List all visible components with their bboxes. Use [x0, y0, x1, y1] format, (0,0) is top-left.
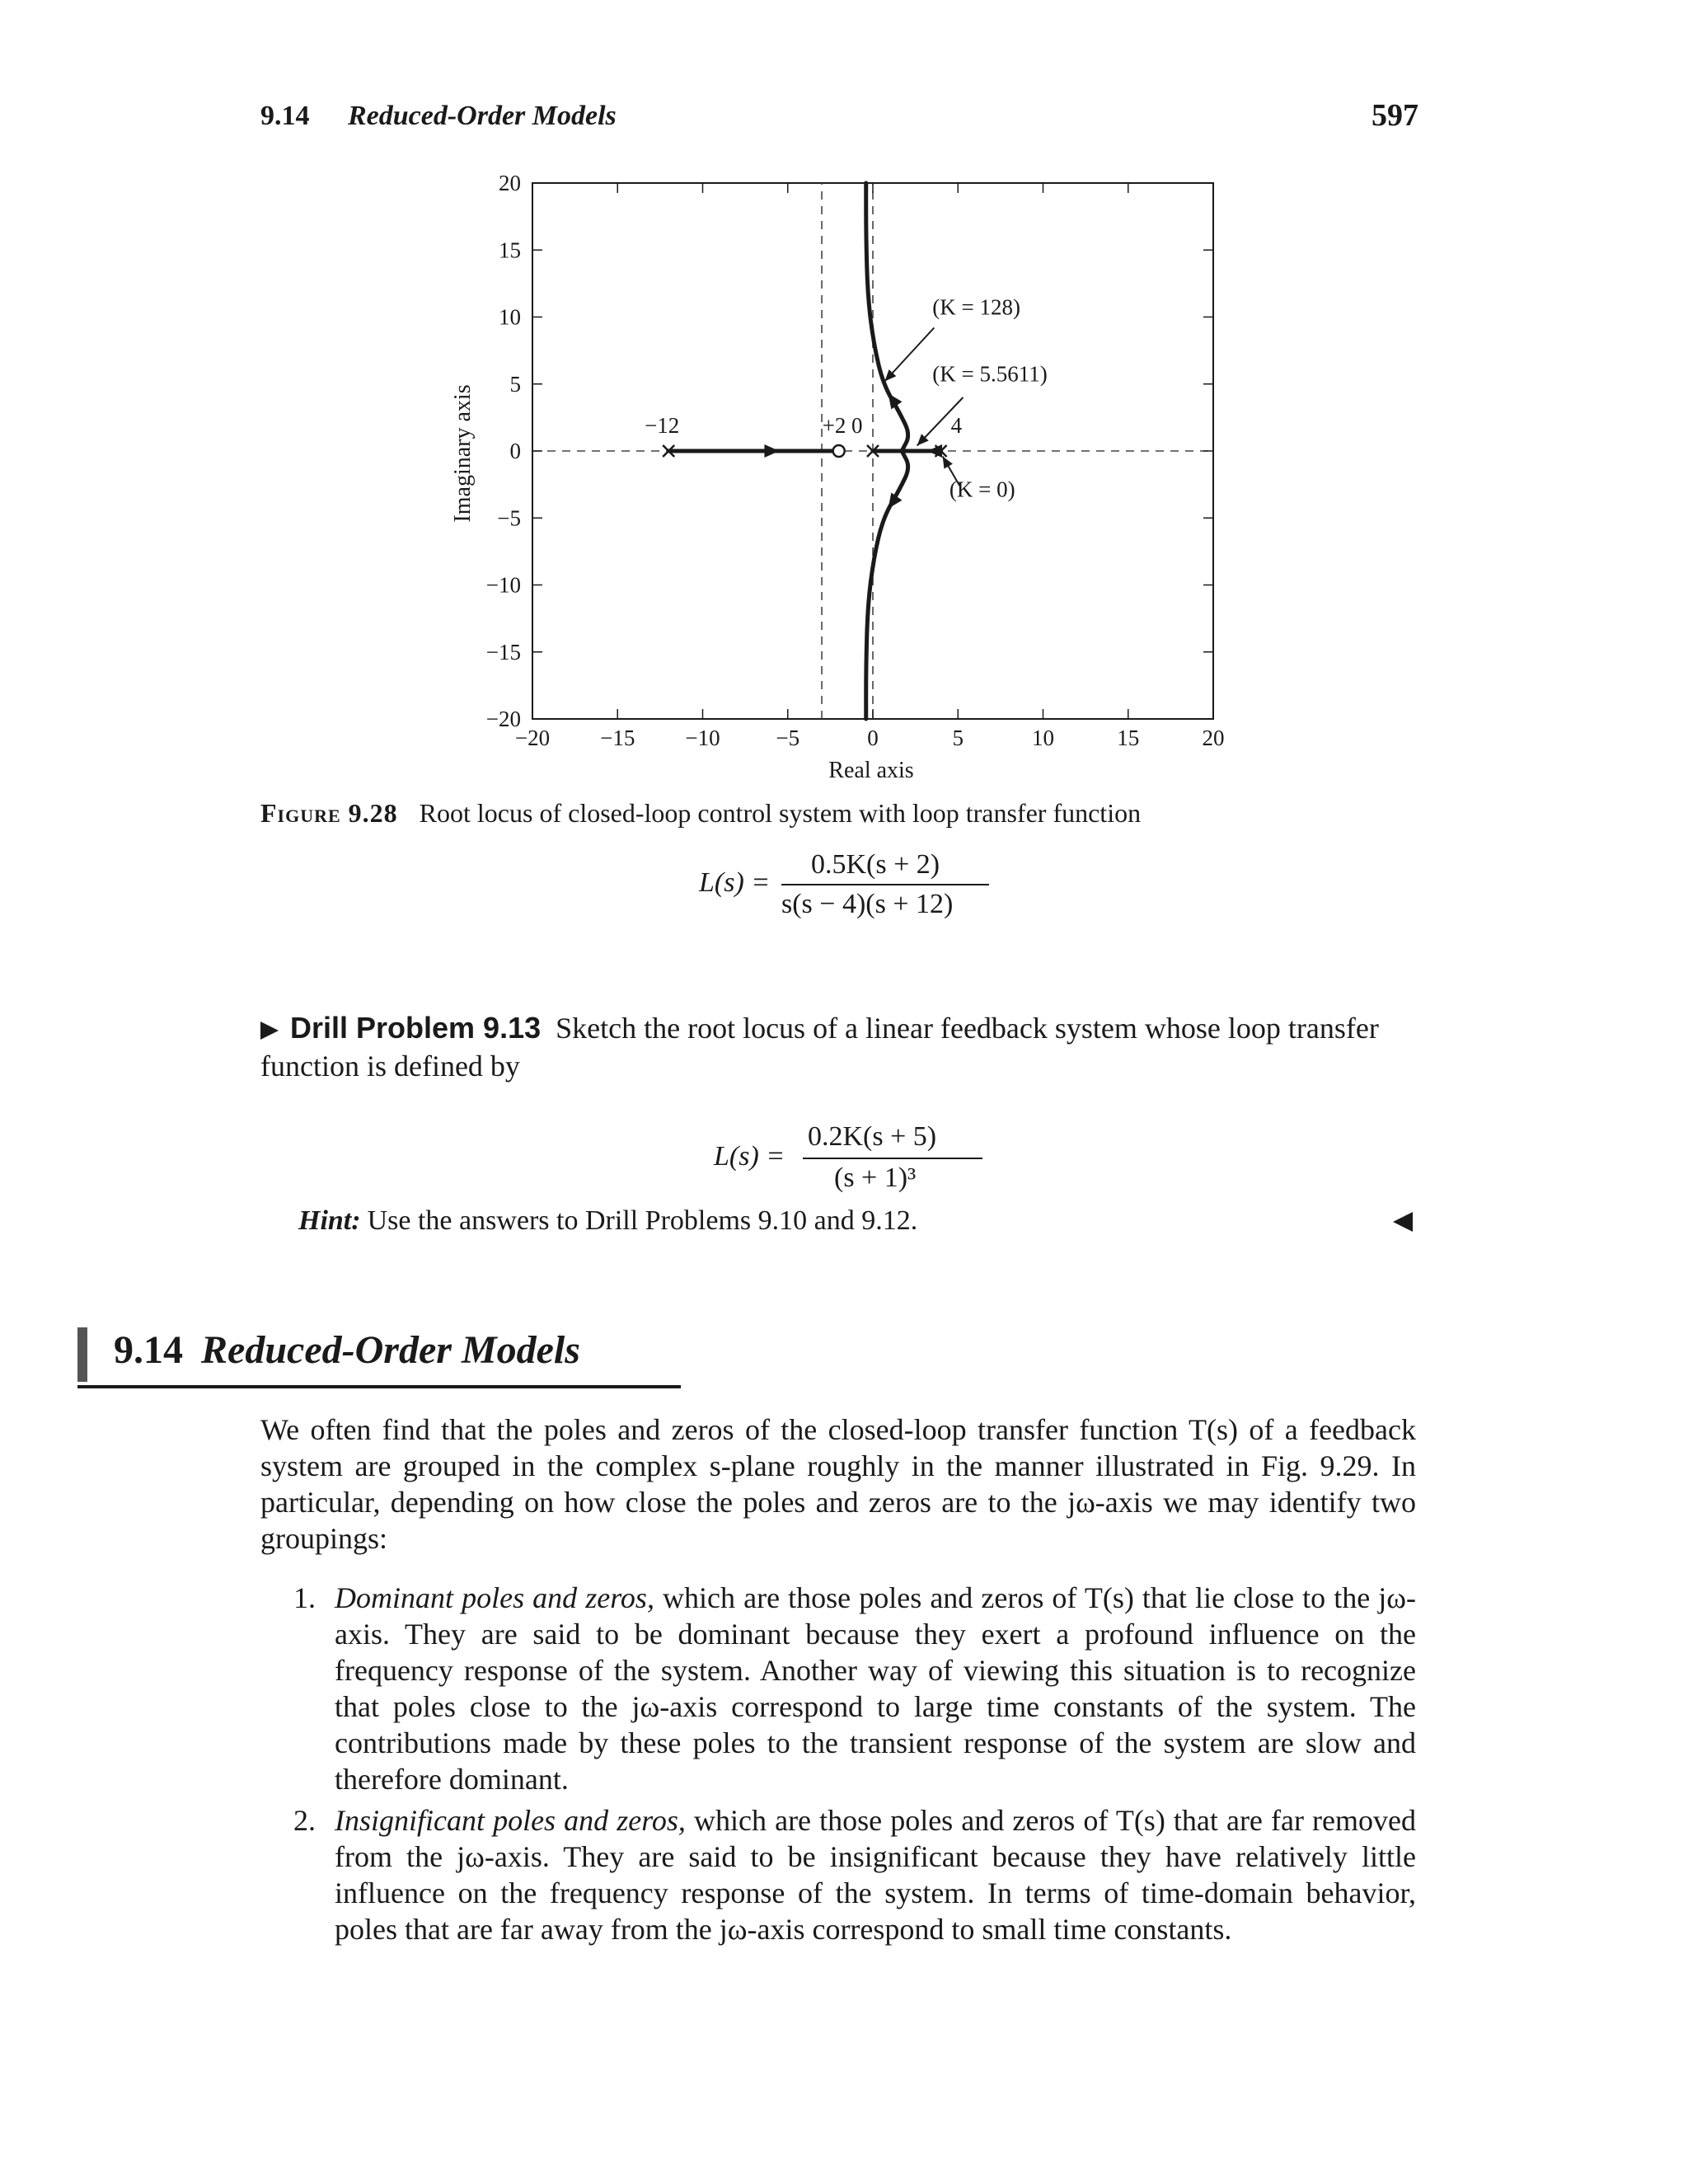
- list-marker: 2.: [293, 1804, 316, 1837]
- list-item: [293, 1802, 1416, 1947]
- y-tick-label: −10: [485, 572, 521, 598]
- y-tick-label: 15: [499, 237, 521, 263]
- x-tick-label: 0: [867, 726, 879, 750]
- section-intro-paragraph: We often find that the poles and zeros of the closed-loop transfer function T(s) of a feedback system are grouped in the complex s-plane roughly in the manner illustrated in Fig. 9.29. In particular, depending on how close the poles and zeros are to the jω-axis we may identify two groupings:: [260, 1413, 1416, 1555]
- section-title: Reduced-Order Models: [201, 1328, 580, 1372]
- drill-eq-fraction-bar: [803, 1158, 982, 1159]
- y-tick-label: 20: [499, 171, 521, 195]
- arrow-upper-branch-head: [883, 390, 902, 410]
- figure-eq-numerator: 0.5K(s + 2): [811, 849, 940, 880]
- triangle-marker-icon: [260, 1022, 279, 1040]
- arrow-left-branch: [764, 444, 779, 458]
- list-marker: 1.: [293, 1581, 316, 1614]
- x-tick-label: 10: [1032, 726, 1054, 750]
- list-term: Dominant poles and zeros,: [335, 1581, 654, 1614]
- pole-label-zero: 0: [851, 413, 863, 438]
- running-head-title: Reduced-Order Models: [348, 101, 617, 131]
- figure-caption-text: Root locus of closed-loop control system with loop transfer function: [419, 798, 1142, 828]
- drill-hint: [298, 1205, 917, 1237]
- list-text: which are those poles and zeros of T(s) that are far removed from the jω-axis. They are said to be insignificant because they have relatively little influence on the frequency response of the system. In terms of time-domain behavior, poles that are far away from the jω-axis correspond to small time constants.: [335, 1804, 1416, 1946]
- end-of-problem-icon: [1393, 1212, 1413, 1232]
- figure-eq-fraction-bar: [781, 884, 989, 885]
- y-tick-label: 5: [509, 371, 521, 397]
- arrow-upper-branch: [883, 390, 902, 410]
- x-axis-label: Real axis: [828, 758, 914, 783]
- x-tick-label: 5: [952, 726, 964, 750]
- y-tick-label: −20: [485, 707, 521, 731]
- gain-label-zero: (K = 0): [949, 477, 1015, 502]
- pole-label-minus12: −12: [645, 413, 680, 438]
- arrow-lower-branch-head: [883, 493, 902, 513]
- y-axis-label: Imaginary axis: [450, 384, 476, 523]
- x-tick-label: 20: [1202, 726, 1225, 750]
- list-term: Insignificant poles and zeros,: [335, 1804, 686, 1837]
- x-tick-label: −10: [685, 726, 720, 750]
- section-marker-bar: [77, 1327, 87, 1382]
- section-number: 9.14: [114, 1328, 183, 1372]
- arrow-lower-branch: [883, 493, 902, 513]
- arrow-left-branch-head: [764, 444, 779, 458]
- y-tick-label: −15: [485, 639, 521, 665]
- figure-caption: [260, 798, 1141, 829]
- section-underline: [77, 1385, 681, 1388]
- drill-eq-lhs: L(s) =: [714, 1141, 785, 1172]
- y-tick-label: −5: [497, 505, 521, 531]
- zero-label-minus2: +2: [822, 413, 846, 438]
- gain-label-5-5611: (K = 5.5611): [932, 361, 1048, 387]
- x-tick-label: 15: [1117, 726, 1140, 750]
- y-tick-label: 0: [509, 439, 521, 463]
- running-head-number: 9.14: [260, 101, 310, 131]
- page-number: 597: [1372, 98, 1418, 133]
- list-text: which are those poles and zeros of T(s) that lie close to the jω-axis. They are said to be dominant because they exert a profound influence on the frequency response of the system. Another way of viewing this situation is to recognize that poles close to the jω-axis correspond to large time constants of the system. The contributions made by these poles to the transient response of the system are slow and therefore dominant.: [335, 1581, 1416, 1796]
- figure-eq-denominator: s(s − 4)(s + 12): [781, 889, 954, 919]
- figure-eq-lhs: L(s) =: [699, 867, 771, 898]
- list-item: [293, 1580, 1416, 1797]
- pole-label-four: 4: [950, 413, 963, 438]
- figure-label: Figure 9.28: [260, 798, 398, 828]
- x-tick-label: −5: [776, 726, 800, 750]
- drill-text: Sketch the root locus of a linear feedback system whose loop transfer function is defined by: [260, 1012, 1379, 1083]
- root-locus-chart: [0, 0, 1688, 791]
- x-tick-label: −15: [600, 726, 635, 750]
- drill-eq-denominator: (s + 1)³: [834, 1162, 917, 1193]
- hint-label: Hint:: [298, 1205, 361, 1236]
- zero-marker: [833, 445, 845, 457]
- gain-label-128: (K = 128): [932, 294, 1020, 320]
- drill-problem: [260, 1009, 1416, 1085]
- section-heading: [114, 1327, 580, 1373]
- x-tick-label: −20: [514, 726, 551, 750]
- y-tick-label: 10: [499, 304, 521, 330]
- hint-text: Use the answers to Drill Problems 9.10 and 9.12.: [367, 1205, 918, 1236]
- drill-heading: Drill Problem 9.13: [290, 1011, 542, 1045]
- drill-eq-numerator: 0.2K(s + 5): [808, 1121, 937, 1152]
